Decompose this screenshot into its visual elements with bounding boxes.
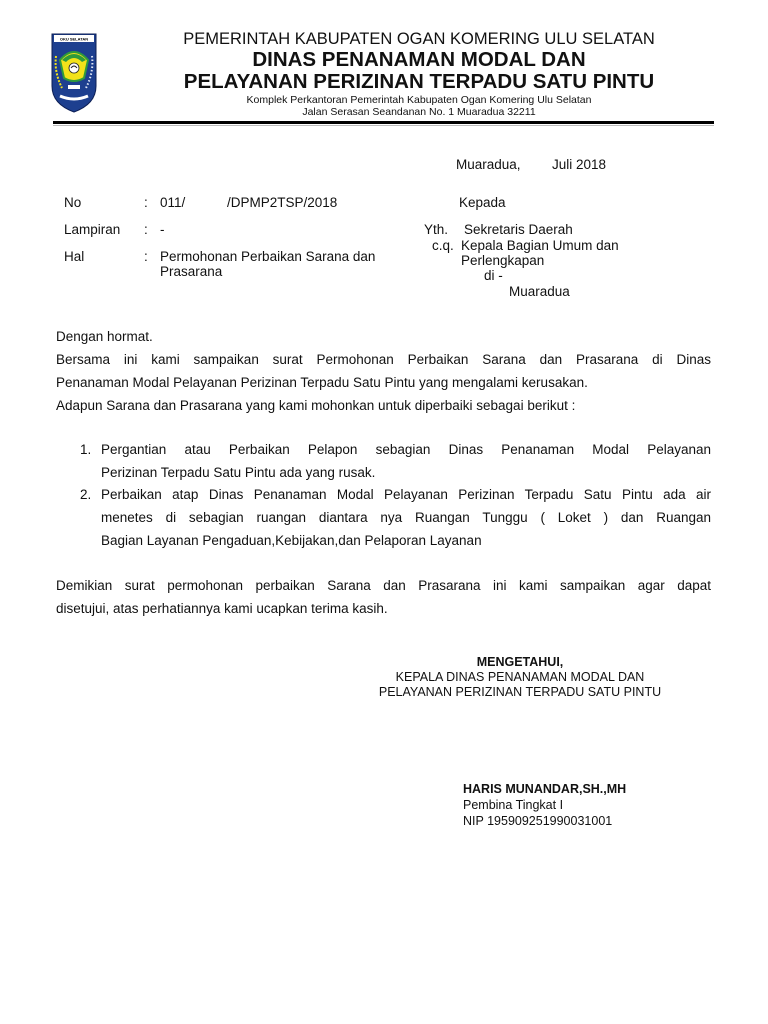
- header-divider: [53, 121, 714, 124]
- closing-line1: Demikian surat permohonan perbaikan Sarana dan Prasarana ini kami sampaikan agar dapat: [56, 578, 711, 593]
- lampiran-label: Lampiran: [64, 222, 121, 237]
- recipient-line5: Muaradua: [509, 284, 570, 299]
- date-place: Muaradua,: [456, 157, 521, 172]
- recipient-line1: Sekretaris Daerah: [464, 222, 573, 237]
- no-value-prefix: 011/: [160, 195, 186, 210]
- list-item-1-number: 1.: [80, 442, 92, 457]
- signature-mengetahui: MENGETAHUI,: [476, 655, 564, 669]
- body-paragraph2: Adapun Sarana dan Prasarana yang kami mohonkan untuk diperbaiki sebagai berikut :: [56, 398, 576, 413]
- hal-value-line1: Permohonan Perbaikan Sarana dan: [160, 249, 376, 264]
- list-item-1-line2: Perizinan Terpadu Satu Pintu ada yang rusak.: [101, 465, 376, 480]
- signatory-name: HARIS MUNANDAR,SH.,MH: [463, 782, 627, 796]
- signatory-rank: Pembina Tingkat I: [463, 798, 564, 812]
- body-paragraph1-line1: Bersama ini kami sampaikan surat Permohonan Perbaikan Sarana dan Prasarana di Dinas: [56, 352, 711, 367]
- letterhead-address-line2: Jalan Serasan Seandanan No. 1 Muaradua 32211: [302, 106, 536, 118]
- letterhead-address-line1: Komplek Perkantoran Pemerintah Kabupaten Ogan Komering Ulu Selatan: [246, 94, 592, 106]
- letterhead-government: PEMERINTAH KABUPATEN OGAN KOMERING ULU SELATAN: [183, 30, 655, 48]
- signatory-nip: NIP 195909251990031001: [463, 814, 613, 828]
- hal-value-line2: Prasarana: [160, 264, 223, 279]
- no-colon: :: [144, 195, 148, 210]
- signature-title-line1: KEPALA DINAS PENANAMAN MODAL DAN: [395, 670, 645, 684]
- recipient-kepada: Kepada: [459, 195, 506, 210]
- recipient-yth: Yth.: [424, 222, 449, 237]
- list-item-2-line2: menetes di sebagian ruangan diantara nya Ruangan Tunggu ( Loket ) dan Ruangan: [101, 510, 711, 525]
- signature-title-line2: PELAYANAN PERIZINAN TERPADU SATU PINTU: [378, 685, 662, 699]
- recipient-line2: Kepala Bagian Umum dan: [461, 238, 619, 253]
- no-label: No: [64, 195, 82, 210]
- body-paragraph1-line2: Penanaman Modal Pelayanan Perizinan Terpadu Satu Pintu yang mengalami kerusakan.: [56, 375, 588, 390]
- letterhead-agency-line2: PELAYANAN PERIZINAN TERPADU SATU PINTU: [183, 70, 655, 93]
- list-item-2-line3: Bagian Layanan Pengaduan,Kebijakan,dan Pelaporan Layanan: [101, 533, 482, 548]
- hal-colon: :: [144, 249, 148, 264]
- closing-line2: disetujui, atas perhatiannya kami ucapkan terima kasih.: [56, 601, 388, 616]
- recipient-cq: c.q.: [432, 238, 454, 253]
- letterhead-agency-line1: DINAS PENANAMAN MODAL DAN: [252, 48, 586, 71]
- hal-label: Hal: [64, 249, 85, 264]
- lampiran-colon: :: [144, 222, 148, 237]
- lampiran-value: -: [160, 222, 165, 237]
- list-item-2-line1: Perbaikan atap Dinas Penanaman Modal Pelayanan Perizinan Terpadu Satu Pintu ada air: [101, 487, 711, 502]
- recipient-line3: Perlengkapan: [461, 253, 545, 268]
- greeting: Dengan hormat.: [56, 329, 153, 344]
- header-divider-thin: [53, 125, 714, 126]
- recipient-line4: di -: [484, 268, 503, 283]
- list-item-1-line1: Pergantian atau Perbaikan Pelapon sebagian Dinas Penanaman Modal Pelayanan: [101, 442, 711, 457]
- date-month-year: Juli 2018: [552, 157, 607, 172]
- no-value-suffix: /DPMP2TSP/2018: [227, 195, 338, 210]
- list-item-2-number: 2.: [80, 487, 92, 502]
- svg-text:OKU SELATAN: OKU SELATAN: [59, 36, 89, 42]
